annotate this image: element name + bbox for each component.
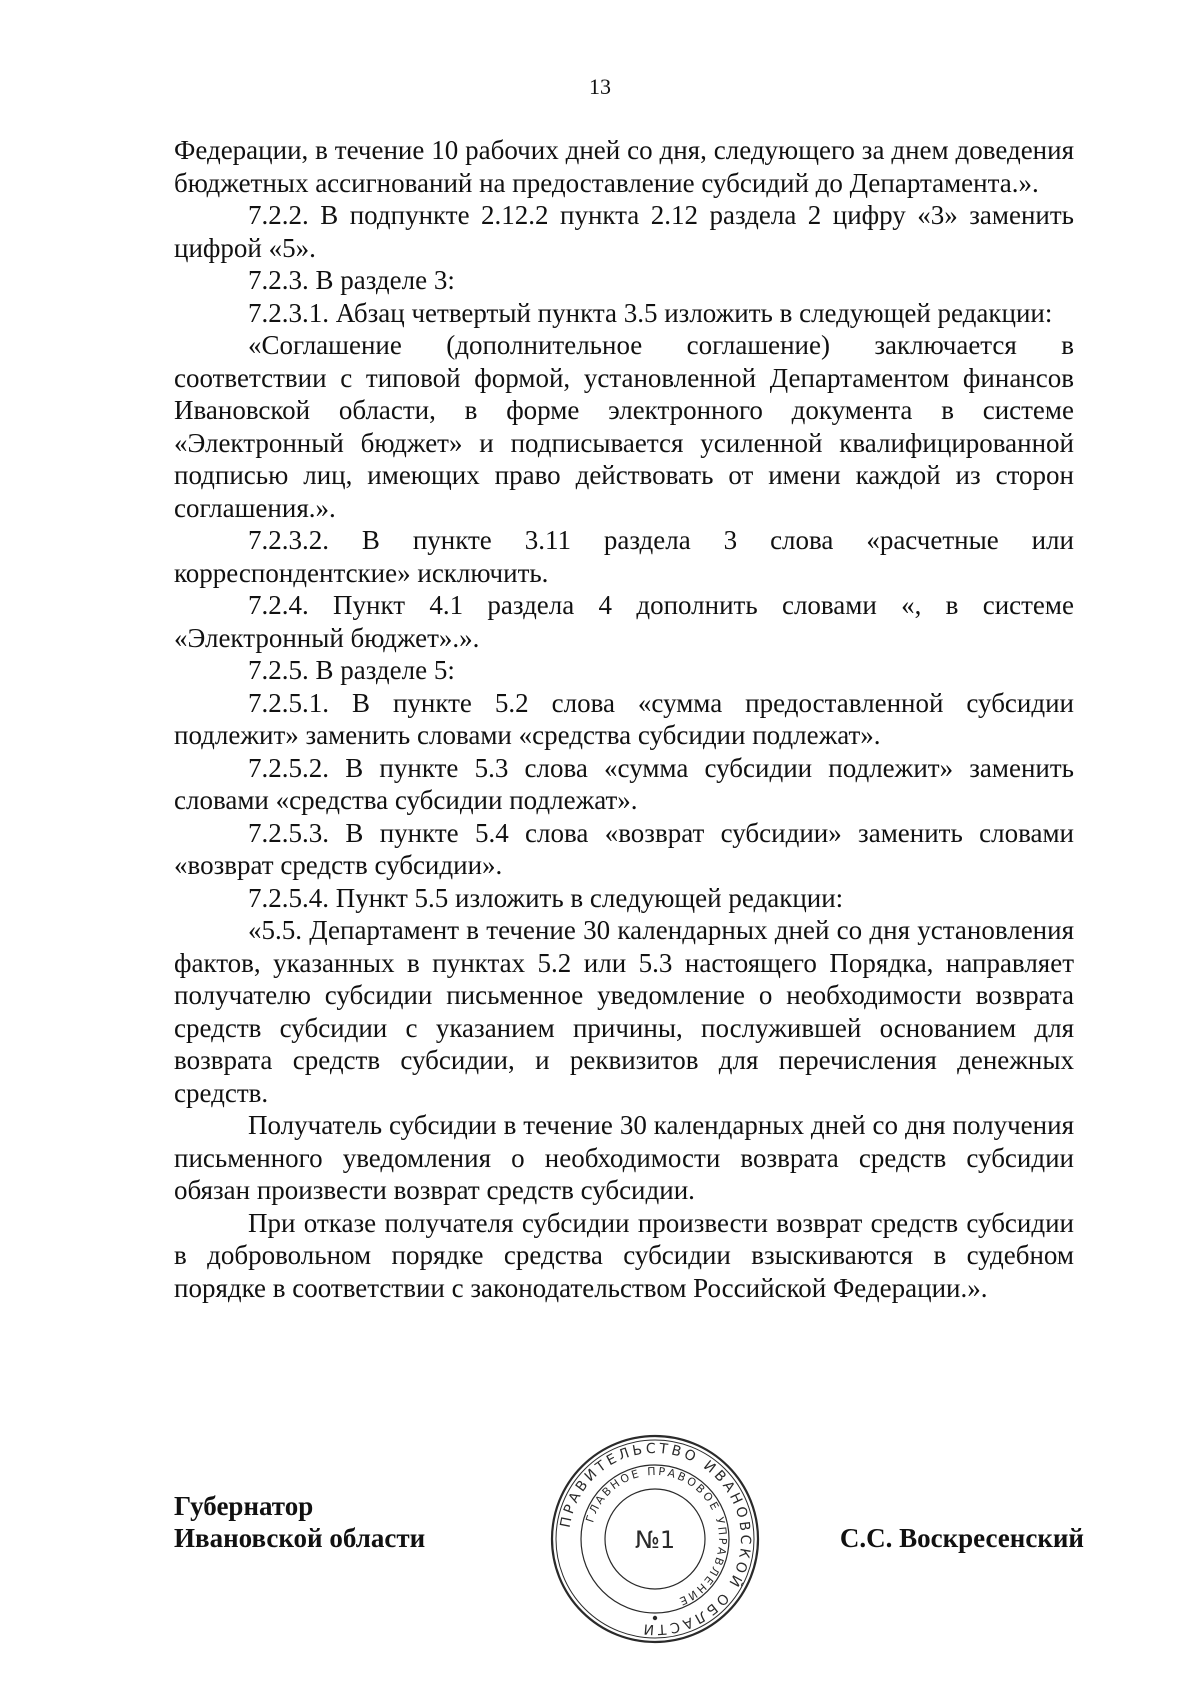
seal-outer-text: ПРАВИТЕЛЬСТВО ИВАНОВСКОЙ ОБЛАСТИ [557, 1440, 754, 1638]
signatory-title-line: Губернатор [174, 1491, 314, 1521]
paragraph: 7.2.3.1. Абзац четвертый пункта 3.5 изложить в следующей редакции: [248, 297, 1053, 328]
paragraph: «Соглашение (дополнительное соглашение) заключается в соответствии с типовой формой, установленной Департаментом финансов Ивановской области, в форме электронного документа в системе «Электронный бюджет» и подписывается усиленной квалифицированной подписью лиц, имеющих право действовать от имени каждой из сторон соглашения.». [174, 330, 1074, 523]
document-body [174, 134, 1074, 1304]
paragraph: 7.2.5.4. Пункт 5.5 изложить в следующей редакции: [248, 882, 844, 913]
paragraph: 7.2.5.2. В пункте 5.3 слова «сумма субсидии подлежит» заменить словами «средства субсидии подлежат». [174, 752, 1074, 815]
paragraph: 7.2.2. В подпункте 2.12.2 пункта 2.12 раздела 2 цифру «3» заменить цифрой «5». [174, 200, 1074, 263]
signatory-name: С.С. Воскресенский [839, 1523, 1084, 1553]
paragraph: 7.2.3.2. В пункте 3.11 раздела 3 слова «расчетные или корреспондентские» исключить. [174, 525, 1074, 588]
paragraph: 7.2.5.1. В пункте 5.2 слова «сумма предоставленной субсидии подлежит» заменить словами «средства субсидии подлежат». [174, 687, 1074, 750]
paragraph: 7.2.3. В разделе 3: [248, 265, 455, 295]
paragraph: Федерации, в течение 10 рабочих дней со дня, следующего за днем доведения бюджетных ассигнований на предоставление субсидий до Департамента.». [174, 135, 1074, 198]
signatory-title-line: Ивановской области [174, 1523, 426, 1553]
paragraph: Получатель субсидии в течение 30 календарных дней со дня получения письменного уведомления о необходимости возврата средств субсидии обязан произвести возврат средств субсидии. [174, 1110, 1074, 1205]
paragraph: При отказе получателя субсидии произвести возврат средств субсидии в добровольном порядке средства субсидии взыскиваются в судебном порядке в соответствии с законодательством Российской Федерации.». [174, 1207, 1074, 1303]
seal-inner-text: ГЛАВНОЕ ПРАВОВОЕ УПРАВЛЕНИЕ [583, 1464, 730, 1609]
signatory-title [174, 1490, 425, 1554]
paragraph: 7.2.5. В разделе 5: [248, 655, 455, 685]
paragraph: 7.2.5.3. В пункте 5.4 слова «возврат субсидии» заменить словами «возврат средств субсидии». [174, 817, 1074, 880]
seal-dot [653, 1616, 657, 1620]
paragraph: 7.2.4. Пункт 4.1 раздела 4 дополнить словами «, в системе «Электронный бюджет».». [174, 590, 1074, 653]
official-seal-stamp [548, 1432, 762, 1646]
paragraph: «5.5. Департамент в течение 30 календарных дней со дня установления фактов, указанных в пунктах 5.2 или 5.3 настоящего Порядка, направляет получателю субсидии письменное уведомление о необходимости возврата средств субсидии с указанием причины, послужившей основанием для возврата средств субсидии, и реквизитов для перечисления денежных средств. [174, 915, 1074, 1108]
page-number: 13 [589, 74, 611, 99]
seal-number: №1 [634, 1526, 676, 1554]
